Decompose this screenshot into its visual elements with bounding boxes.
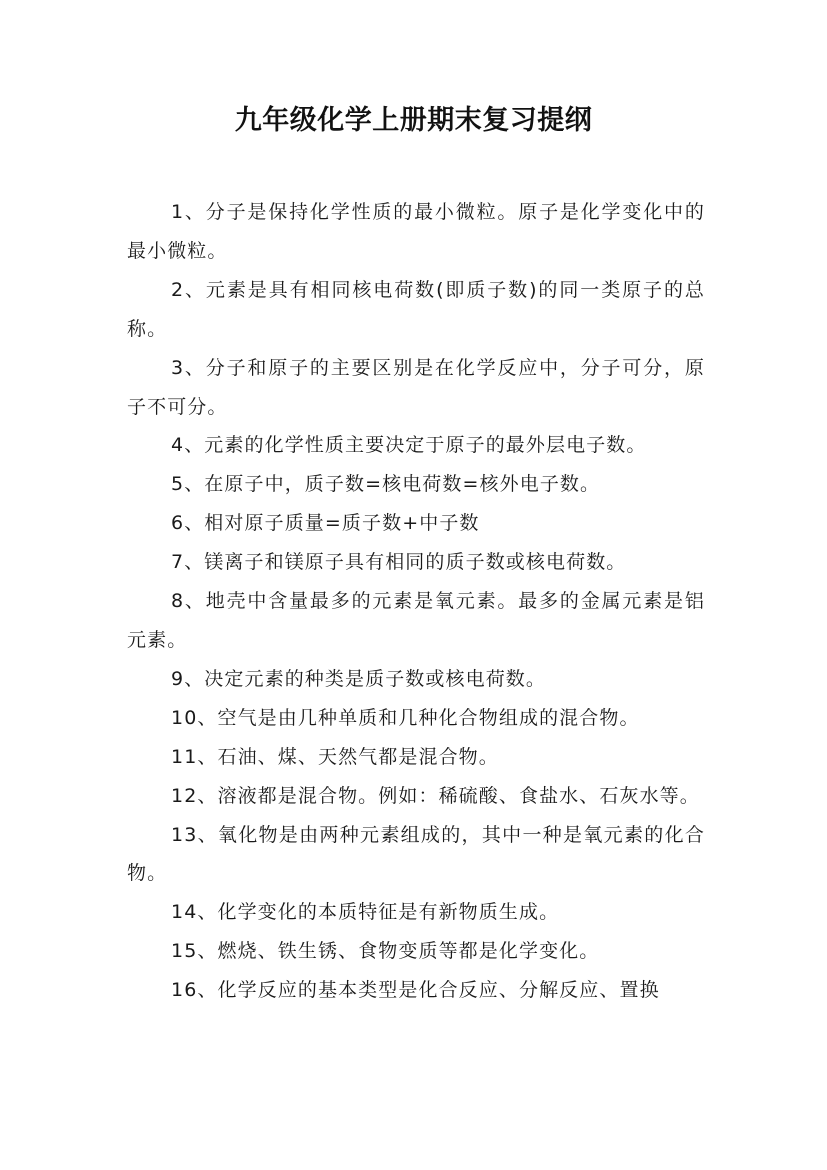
list-item: 10、空气是由几种单质和几种化合物组成的混合物。 bbox=[171, 706, 640, 729]
list-item: 6、相对原子质量=质子数+中子数 bbox=[171, 512, 480, 535]
list-item: 5、在原子中，质子数=核电荷数=核外电子数。 bbox=[171, 473, 601, 496]
document-body bbox=[127, 193, 705, 1010]
list-item: 15、燃烧、铁生锈、食物变质等都是化学变化。 bbox=[171, 940, 600, 963]
list-item: 11、石油、煤、天然气都是混合物。 bbox=[171, 745, 499, 768]
list-item: 4、元素的化学性质主要决定于原子的最外层电子数。 bbox=[171, 434, 647, 457]
list-item: 3、分子和原子的主要区别是在化学反应中，分子可分，原子不可分。 bbox=[127, 356, 705, 418]
list-item: 2、元素是具有相同核电荷数(即质子数)的同一类原子的总称。 bbox=[127, 278, 705, 340]
document-title: 九年级化学上册期末复习提纲 bbox=[234, 105, 593, 136]
list-item: 8、地壳中含量最多的元素是氧元素。最多的金属元素是铝元素。 bbox=[127, 590, 705, 651]
list-item: 14、化学变化的本质特征是有新物质生成。 bbox=[171, 901, 560, 924]
list-item: 16、化学反应的基本类型是化合反应、分解反应、置换 bbox=[171, 979, 660, 1002]
list-item: 1、分子是保持化学性质的最小微粒。原子是化学变化中的最小微粒。 bbox=[127, 201, 705, 262]
list-item: 7、镁离子和镁原子具有相同的质子数或核电荷数。 bbox=[171, 551, 627, 574]
list-item: 13、氧化物是由两种元素组成的，其中一种是氧元素的化合物。 bbox=[127, 823, 705, 885]
list-item: 9、决定元素的种类是质子数或核电荷数。 bbox=[171, 667, 546, 690]
list-item: 12、溶液都是混合物。例如：稀硫酸、食盐水、石灰水等。 bbox=[171, 784, 700, 807]
